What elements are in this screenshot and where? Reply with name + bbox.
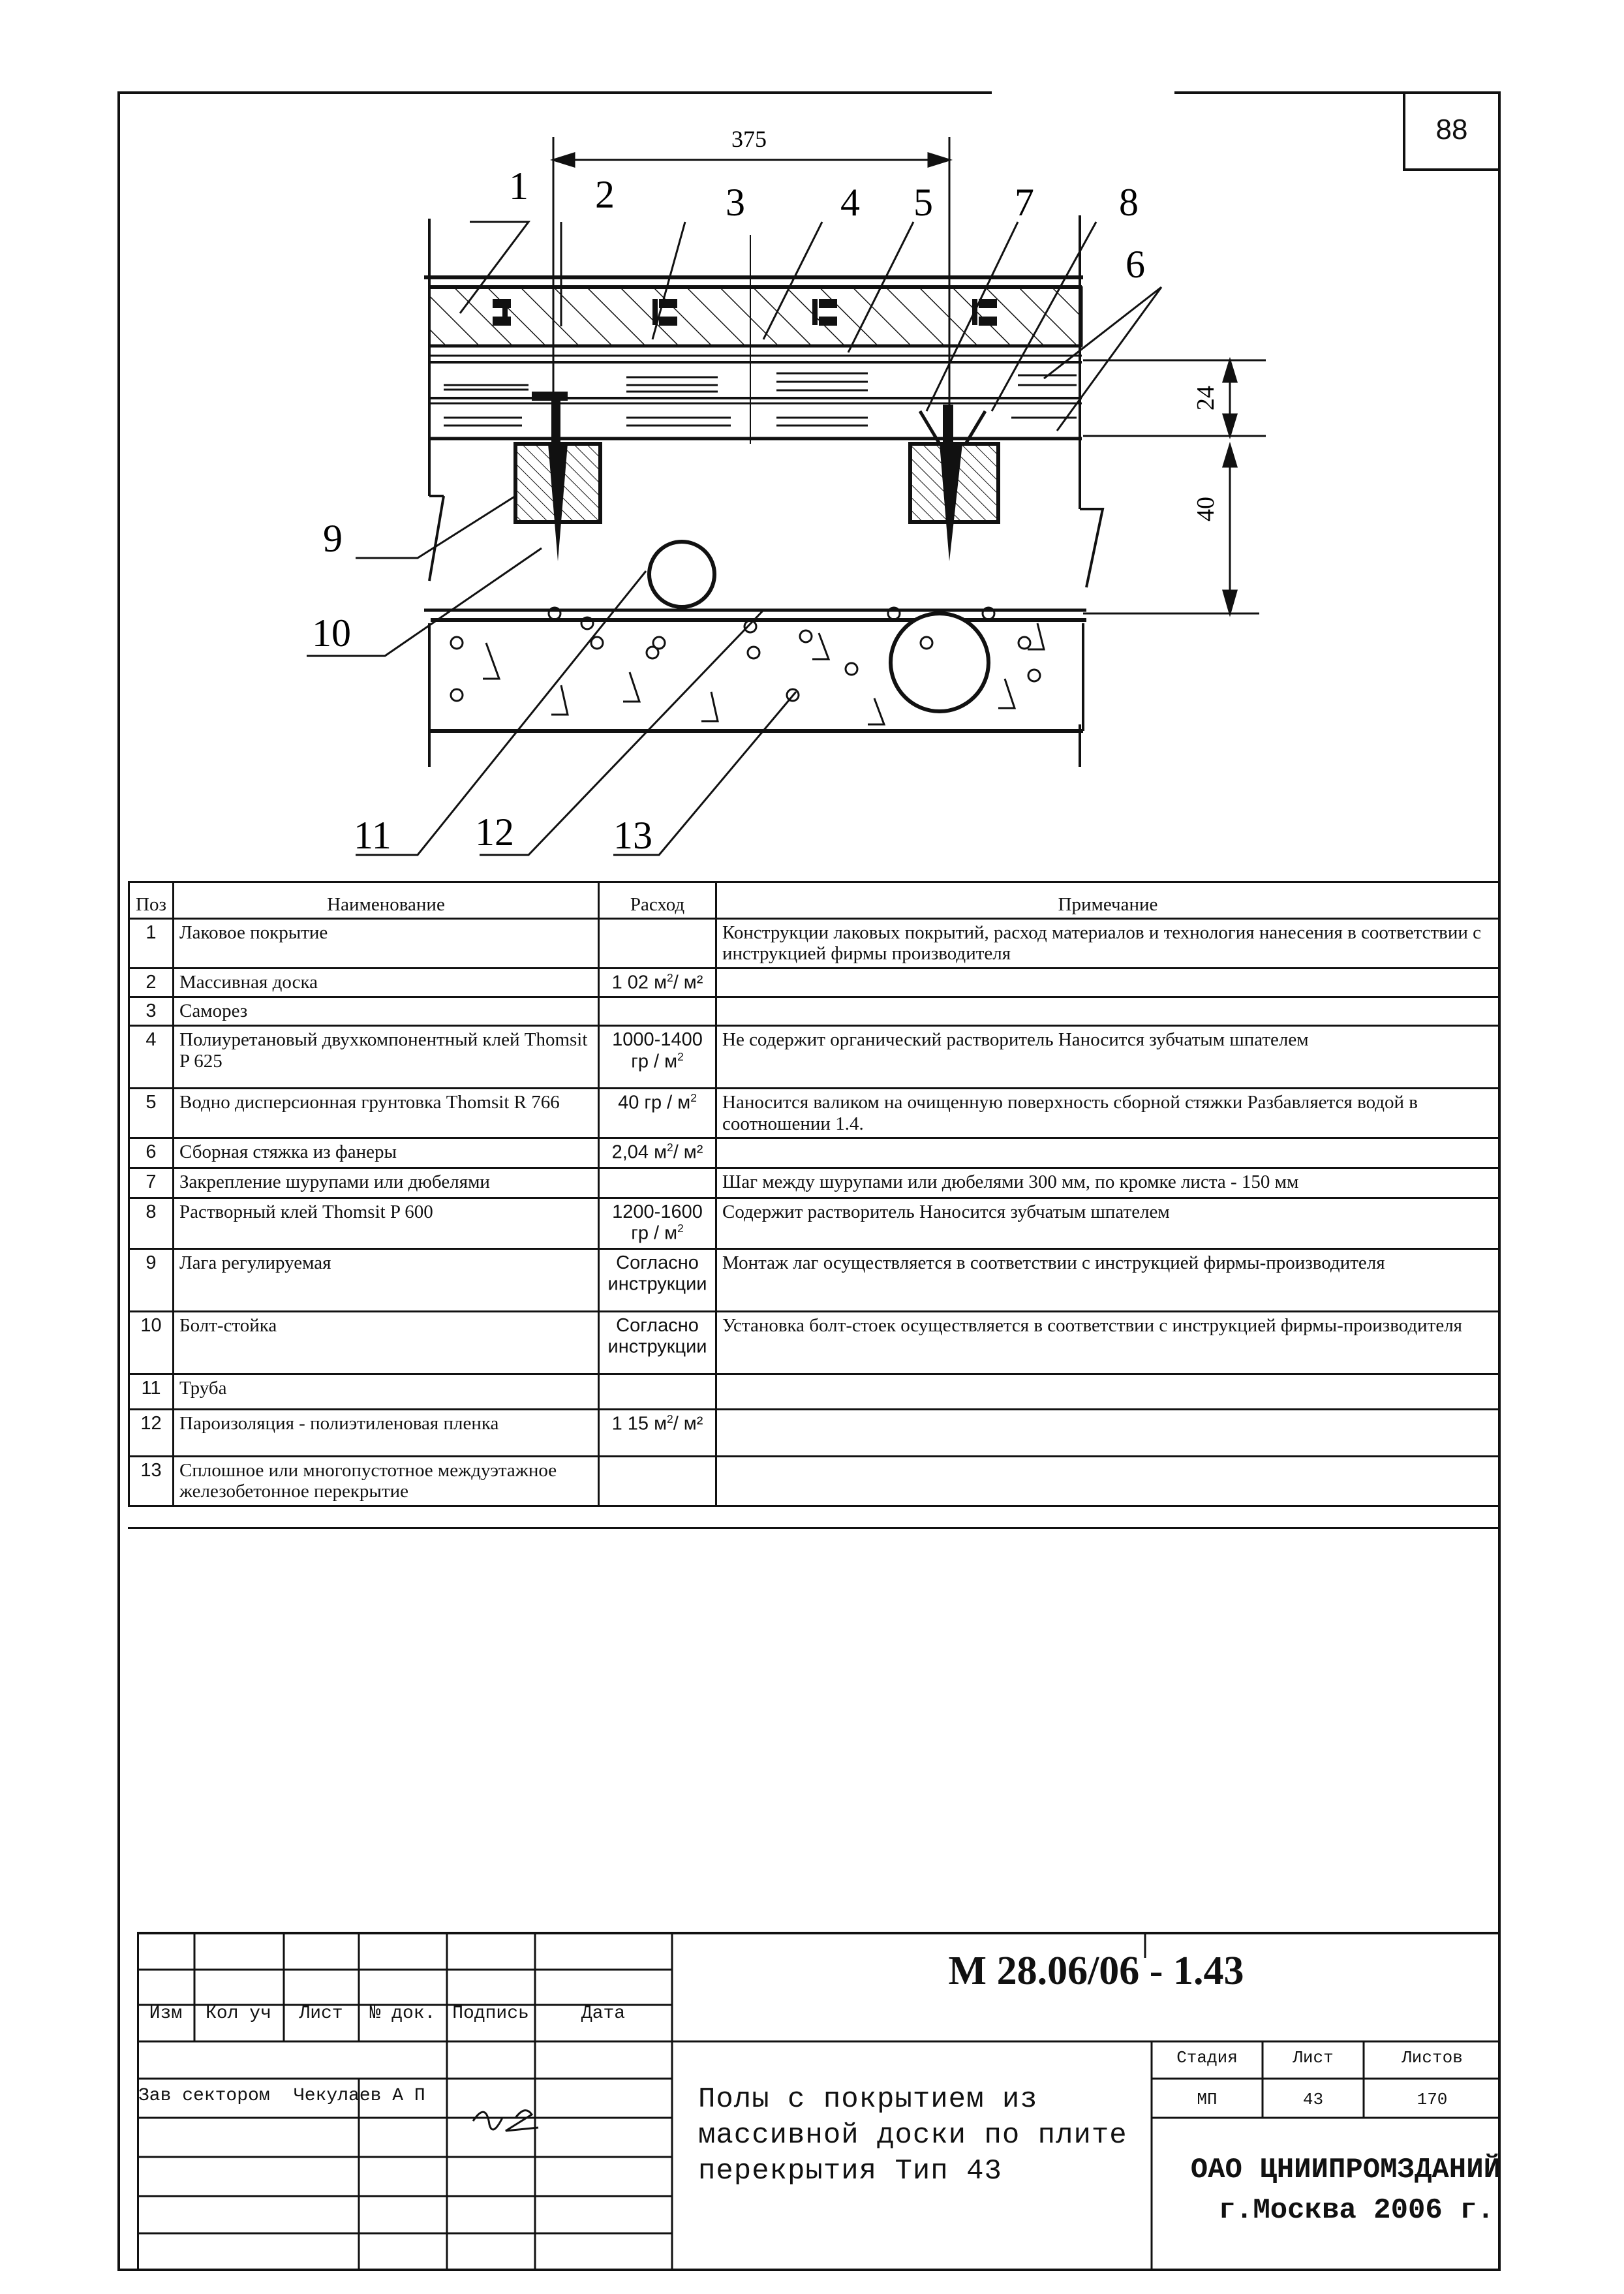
organization: ОАО ЦНИИПРОМЗДАНИЙ (1190, 2154, 1501, 2186)
table-row (129, 1026, 1500, 1089)
row-consumption (599, 1374, 716, 1410)
row-position: 3 (129, 997, 174, 1026)
callout-8: 8 (1119, 181, 1139, 224)
row-note (716, 1410, 1500, 1457)
row-note (716, 1138, 1500, 1168)
dimension-375: 375 (731, 126, 767, 152)
callout-9: 9 (323, 517, 343, 560)
consumption-value: 2,04 м (611, 1141, 667, 1163)
row-consumption (599, 1457, 716, 1506)
table-row (129, 1312, 1500, 1374)
floor-section-drawing (0, 0, 1624, 881)
consumption-value: Согласно инструкции (607, 1315, 707, 1358)
row-position: 4 (129, 1026, 174, 1089)
consumption-exponent: 2 (667, 1412, 673, 1425)
callout-13: 13 (613, 814, 652, 857)
callout-4: 4 (840, 181, 860, 224)
dimension-40: 40 (1192, 497, 1219, 521)
table-row (129, 968, 1500, 997)
col-izm: Изм (149, 2004, 183, 2024)
row-name: Лаковое покрытие (174, 919, 599, 969)
row-consumption (599, 1198, 716, 1249)
row-name: Водно дисперсионная грунтовка Thomsit R 766 (174, 1089, 599, 1138)
callout-5: 5 (913, 181, 933, 224)
header-note: Примечание (716, 882, 1500, 919)
row-note: Монтаж лаг осуществляется в соответствии с инструкцией фирмы-производителя (716, 1249, 1500, 1312)
city-year: г.Москва 2006 г. (1218, 2194, 1494, 2227)
row-name: Полиуретановый двухкомпонентный клей Thomsit P 625 (174, 1026, 599, 1089)
specification-rows (129, 919, 1500, 1506)
col-sign: Подпись (452, 2004, 529, 2024)
drawing-title: Полы с покрытием из массивной доски по плите перекрытия Тип 43 (698, 2083, 1127, 2188)
consumption-unit: / м² (673, 1141, 703, 1163)
callout-10: 10 (312, 612, 351, 655)
role-label: Зав сектором (138, 2086, 270, 2106)
consumption-unit: / м² (673, 972, 703, 993)
row-position: 7 (129, 1168, 174, 1198)
consumption-value: 1200-1600 гр / м (612, 1201, 703, 1245)
callout-3: 3 (726, 181, 745, 224)
stage-value: МП (1197, 2090, 1218, 2109)
row-note: Наносится валиком на очищенную поверхность сборной стяжки Разбавляется водой в соотношении 1.4. (716, 1089, 1500, 1138)
row-consumption (599, 1168, 716, 1198)
table-row (129, 1089, 1500, 1138)
table-row (129, 1198, 1500, 1249)
callouts (312, 164, 1145, 857)
slab-void (891, 613, 988, 711)
row-note: Конструкции лаковых покрытий, расход материалов и технология нанесения в соответствии с инструкцией фирмы производителя (716, 919, 1500, 969)
callout-6: 6 (1126, 243, 1145, 286)
table-bottom-rule (128, 1527, 1501, 1529)
consumption-value: 1000-1400 гр / м (612, 1029, 703, 1072)
joist-left (515, 392, 600, 561)
row-position: 2 (129, 968, 174, 997)
row-name: Лага регулируемая (174, 1249, 599, 1312)
sheet-number: 88 (1403, 91, 1501, 171)
row-position: 5 (129, 1089, 174, 1138)
table-row (129, 1249, 1500, 1312)
callout-1: 1 (509, 164, 529, 208)
row-name: Саморез (174, 997, 599, 1026)
row-name: Болт-стойка (174, 1312, 599, 1374)
row-position: 6 (129, 1138, 174, 1168)
row-position: 9 (129, 1249, 174, 1312)
person-name: Чекулаев А П (294, 2086, 425, 2106)
callout-11: 11 (354, 814, 391, 857)
row-note: Шаг между шурупами или дюбелями 300 мм, по кромке листа - 150 мм (716, 1168, 1500, 1198)
row-consumption (599, 919, 716, 969)
callout-2: 2 (595, 173, 615, 216)
dimension-24: 24 (1192, 386, 1219, 411)
callout-12: 12 (475, 811, 514, 854)
row-consumption (599, 1312, 716, 1374)
col-kol: Кол уч (206, 2004, 271, 2024)
consumption-exponent: 2 (667, 970, 673, 984)
row-consumption (599, 1026, 716, 1089)
row-position: 11 (129, 1374, 174, 1410)
board-layer (424, 277, 1083, 356)
row-position: 8 (129, 1198, 174, 1249)
row-consumption (599, 1249, 716, 1312)
row-position: 12 (129, 1410, 174, 1457)
row-note: Установка болт-стоек осуществляется в соответствии с инструкцией фирмы-производителя (716, 1312, 1500, 1374)
table-row (129, 1410, 1500, 1457)
header-consumption: Расход (599, 882, 716, 919)
row-position: 10 (129, 1312, 174, 1374)
specification-table (128, 881, 1501, 1507)
col-list: Лист (299, 2004, 343, 2024)
stage-label: Стадия (1176, 2048, 1238, 2068)
row-name: Растворный клей Thomsit P 600 (174, 1198, 599, 1249)
row-consumption (599, 1410, 716, 1457)
sheet-label: Лист (1293, 2048, 1334, 2068)
row-name: Пароизоляция - полиэтиленовая пленка (174, 1410, 599, 1457)
row-name: Закрепление шурупами или дюбелями (174, 1168, 599, 1198)
consumption-exponent: 2 (667, 1141, 673, 1154)
consumption-unit: / м² (673, 1413, 703, 1434)
header-pos: Поз (129, 882, 174, 919)
col-date: Дата (581, 2004, 626, 2024)
row-note: Не содержит органический растворитель Наносится зубчатым шпателем (716, 1026, 1500, 1089)
table-row (129, 919, 1500, 969)
row-note (716, 968, 1500, 997)
pipe-upper (649, 542, 714, 607)
consumption-value: 1 02 м (611, 972, 667, 993)
consumption-exponent: 2 (677, 1222, 684, 1235)
row-name: Сплошное или многопустотное междуэтажное железобетонное перекрытие (174, 1457, 599, 1506)
consumption-value: 40 гр / м (618, 1092, 691, 1113)
sheet-value: 43 (1302, 2090, 1324, 2109)
table-row (129, 997, 1500, 1026)
consumption-value: 1 15 м (611, 1413, 667, 1434)
row-note (716, 997, 1500, 1026)
signature (473, 2111, 538, 2131)
document-code: М 28.06/06 - 1.43 (948, 1949, 1244, 1993)
row-consumption (599, 1138, 716, 1168)
col-doc: № док. (369, 2004, 436, 2024)
row-consumption (599, 1089, 716, 1138)
row-name: Труба (174, 1374, 599, 1410)
sheets-label: Листов (1402, 2048, 1463, 2068)
consumption-value: Согласно инструкции (607, 1252, 707, 1295)
callout-7: 7 (1015, 181, 1034, 224)
consumption-exponent: 2 (690, 1091, 697, 1105)
table-row (129, 1138, 1500, 1168)
header-name: Наименование (174, 882, 599, 919)
consumption-exponent: 2 (677, 1049, 684, 1063)
row-consumption (599, 968, 716, 997)
row-position: 13 (129, 1457, 174, 1506)
row-note: Содержит растворитель Наносится зубчатым шпателем (716, 1198, 1500, 1249)
row-note (716, 1457, 1500, 1506)
row-consumption (599, 997, 716, 1026)
table-row (129, 1168, 1500, 1198)
row-note (716, 1374, 1500, 1410)
row-position: 1 (129, 919, 174, 969)
table-row (129, 1374, 1500, 1410)
row-name: Сборная стяжка из фанеры (174, 1138, 599, 1168)
sheets-value: 170 (1417, 2090, 1448, 2109)
row-name: Массивная доска (174, 968, 599, 997)
joist-right (910, 405, 998, 561)
table-row (129, 1457, 1500, 1506)
